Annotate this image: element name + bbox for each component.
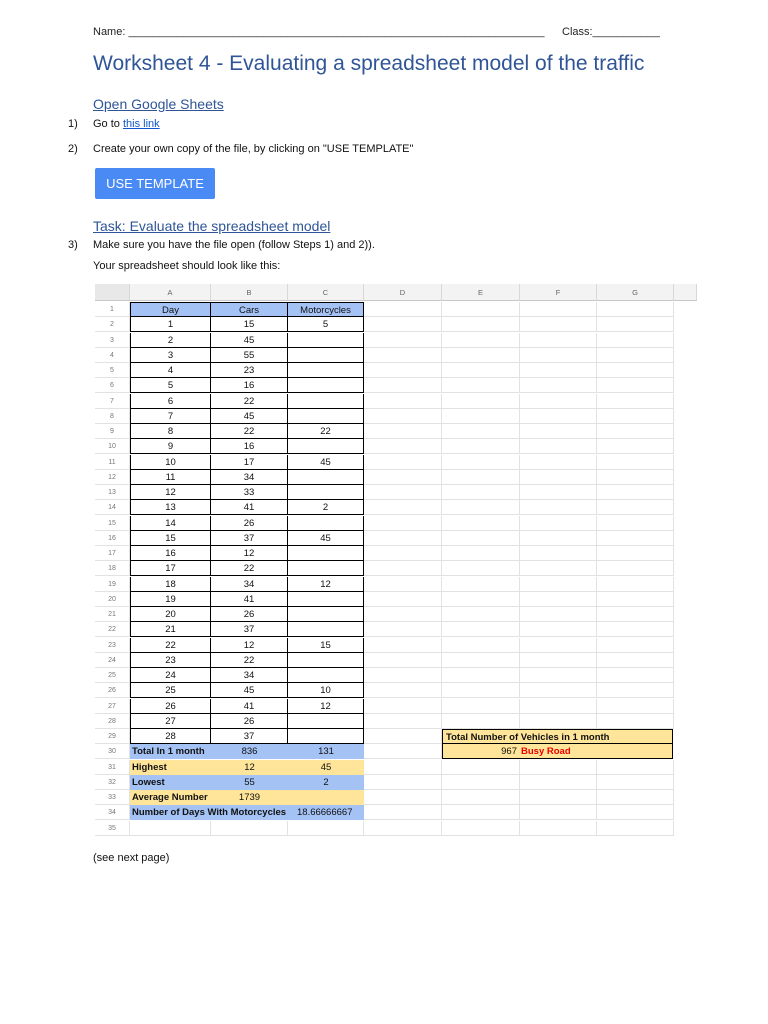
row-number: 29	[95, 729, 130, 744]
cars-cell: 22	[211, 653, 288, 668]
motorcycles-cell: 2	[288, 500, 364, 515]
sheet-row-25	[95, 668, 697, 683]
cars-cell: 55	[211, 348, 288, 363]
lowest-label: Lowest	[130, 775, 211, 790]
motorcycles-cell	[288, 439, 364, 454]
col-header-e: E	[442, 284, 520, 301]
motorcycles-cell: 45	[288, 455, 364, 470]
day-cell: 23	[130, 653, 211, 668]
motorcycles-cell	[288, 333, 364, 348]
row-number: 31	[95, 760, 130, 775]
sheet-row-7	[95, 394, 697, 409]
cars-cell: 26	[211, 714, 288, 729]
row-number: 7	[95, 394, 130, 409]
row-number: 9	[95, 424, 130, 439]
col-header-g: G	[597, 284, 674, 301]
sheet-row-9	[95, 424, 697, 439]
day-cell: 26	[130, 699, 211, 714]
sheet-row-16	[95, 531, 697, 546]
cars-cell: 22	[211, 424, 288, 439]
step-2-text: Create your own copy of the file, by clicking on "USE TEMPLATE"	[93, 143, 414, 155]
motorcycles-cell: 10	[288, 683, 364, 698]
days-with-motorcycles-value: 18.66666667	[288, 805, 364, 820]
col-header-extra	[674, 284, 697, 301]
sheet-row-21	[95, 607, 697, 622]
highest-cars: 12	[211, 760, 288, 775]
day-cell: 15	[130, 531, 211, 546]
sheet-row-26	[95, 683, 697, 698]
row-number: 1	[95, 302, 130, 317]
cars-cell: 37	[211, 531, 288, 546]
days-with-motorcycles-label	[130, 805, 288, 820]
motorcycles-cell: 15	[288, 638, 364, 653]
page-title: Worksheet 4 - Evaluating a spreadsheet model of the traffic	[93, 52, 645, 75]
day-cell: 13	[130, 500, 211, 515]
row-number: 19	[95, 577, 130, 592]
row-number: 25	[95, 668, 130, 683]
day-cell: 17	[130, 561, 211, 576]
sheet-row-33	[95, 790, 697, 805]
sheet-row-4	[95, 348, 697, 363]
motorcycles-cell	[288, 729, 364, 744]
lowest-cars: 55	[211, 775, 288, 790]
total-label: Total In 1 month	[130, 744, 211, 759]
column-header-row	[95, 284, 697, 301]
day-cell: 5	[130, 378, 211, 393]
row-number: 10	[95, 439, 130, 454]
name-label: Name: ____________________________________________________________________	[93, 26, 545, 38]
row-number: 21	[95, 607, 130, 622]
day-cell: 4	[130, 363, 211, 378]
row-number: 20	[95, 592, 130, 607]
row-number: 8	[95, 409, 130, 424]
day-cell: 1	[130, 317, 211, 332]
cars-cell: 12	[211, 638, 288, 653]
row-number: 16	[95, 531, 130, 546]
sheet-row-14	[95, 500, 697, 515]
header-cars: Cars	[211, 302, 288, 317]
motorcycles-cell: 5	[288, 317, 364, 332]
row-number: 23	[95, 638, 130, 653]
row-number: 24	[95, 653, 130, 668]
sheet-row-23	[95, 638, 697, 653]
motorcycles-cell	[288, 592, 364, 607]
motorcycles-cell	[288, 546, 364, 561]
row-number: 28	[95, 714, 130, 729]
sheet-row-30	[95, 744, 697, 759]
day-cell: 3	[130, 348, 211, 363]
day-cell: 10	[130, 455, 211, 470]
cars-cell: 22	[211, 394, 288, 409]
motorcycles-cell	[288, 714, 364, 729]
motorcycles-cell: 12	[288, 699, 364, 714]
row-number: 6	[95, 378, 130, 393]
motorcycles-cell	[288, 394, 364, 409]
vehicles-total: 967	[501, 746, 517, 758]
highest-label: Highest	[130, 760, 211, 775]
motorcycles-cell	[288, 668, 364, 683]
day-cell: 16	[130, 546, 211, 561]
this-link[interactable]: this link	[122, 118, 160, 130]
sheet-row-1	[95, 302, 697, 317]
header-day: Day	[130, 302, 211, 317]
col-header-d: D	[364, 284, 442, 301]
sheet-row-13	[95, 485, 697, 500]
use-template-button[interactable]: USE TEMPLATE	[95, 168, 215, 199]
step-1-number: 1)	[68, 118, 78, 130]
sheet-row-22	[95, 622, 697, 637]
col-header-c: C	[288, 284, 364, 301]
row-number: 11	[95, 455, 130, 470]
step-1	[93, 118, 160, 130]
step-3-number: 3)	[68, 239, 78, 251]
motorcycles-cell	[288, 348, 364, 363]
day-cell: 20	[130, 607, 211, 622]
cars-cell: 17	[211, 455, 288, 470]
corner-cell	[95, 284, 130, 301]
sheet-row-24	[95, 653, 697, 668]
row-number: 22	[95, 622, 130, 637]
cars-cell: 34	[211, 668, 288, 683]
sheet-row-10	[95, 439, 697, 454]
step-2-number: 2)	[68, 143, 78, 155]
motorcycles-cell: 45	[288, 531, 364, 546]
cars-cell: 41	[211, 592, 288, 607]
sheet-row-20	[95, 592, 697, 607]
cars-cell: 16	[211, 378, 288, 393]
day-cell: 27	[130, 714, 211, 729]
day-cell: 22	[130, 638, 211, 653]
motorcycles-cell	[288, 653, 364, 668]
day-cell: 19	[130, 592, 211, 607]
row-number: 33	[95, 790, 130, 805]
sheet-row-35	[95, 821, 697, 836]
row-number: 14	[95, 500, 130, 515]
row-number: 3	[95, 333, 130, 348]
sheet-row-3	[95, 333, 697, 348]
step-3-text: Make sure you have the file open (follow Steps 1) and 2)).	[93, 239, 375, 251]
cars-cell: 45	[211, 333, 288, 348]
total-cars: 836	[211, 744, 288, 759]
cars-cell: 45	[211, 409, 288, 424]
sheet-row-11	[95, 455, 697, 470]
total-motorcycles: 131	[288, 744, 364, 759]
row-number: 5	[95, 363, 130, 378]
cars-cell: 22	[211, 561, 288, 576]
cars-cell: 33	[211, 485, 288, 500]
motorcycles-cell	[288, 516, 364, 531]
day-cell: 7	[130, 409, 211, 424]
row-number: 2	[95, 317, 130, 332]
row-number: 18	[95, 561, 130, 576]
motorcycles-cell	[288, 622, 364, 637]
cars-cell: 15	[211, 317, 288, 332]
day-cell: 24	[130, 668, 211, 683]
row-number: 32	[95, 775, 130, 790]
header-motorcycles: Motorcycles	[288, 302, 364, 317]
sheet-row-12	[95, 470, 697, 485]
cars-cell: 37	[211, 622, 288, 637]
vehicles-box-label: Total Number of Vehicles in 1 month	[442, 729, 673, 744]
sheet-row-2	[95, 317, 697, 332]
see-next-page: (see next page)	[93, 852, 170, 864]
day-cell: 2	[130, 333, 211, 348]
day-cell: 25	[130, 683, 211, 698]
day-cell: 28	[130, 729, 211, 744]
cars-cell: 45	[211, 683, 288, 698]
motorcycles-cell	[288, 378, 364, 393]
row-number: 27	[95, 699, 130, 714]
row-number: 26	[95, 683, 130, 698]
average-motorcycles	[288, 790, 364, 805]
day-cell: 8	[130, 424, 211, 439]
busy-road-label: Busy Road	[521, 746, 571, 758]
class-label: Class:___________	[562, 26, 660, 38]
sheet-row-15	[95, 516, 697, 531]
col-header-b: B	[211, 284, 288, 301]
row-number: 12	[95, 470, 130, 485]
sheet-row-31	[95, 760, 697, 775]
days-with-motorcycles-text: Number of Days With Motorcycles	[132, 807, 287, 819]
step-3-line2: Your spreadsheet should look like this:	[93, 260, 281, 272]
sheet-row-8	[95, 409, 697, 424]
highest-motorcycles: 45	[288, 760, 364, 775]
motorcycles-cell	[288, 470, 364, 485]
day-cell: 21	[130, 622, 211, 637]
col-header-a: A	[130, 284, 211, 301]
motorcycles-cell	[288, 409, 364, 424]
step-1-text: Go to	[93, 118, 123, 130]
day-cell: 12	[130, 485, 211, 500]
row-number: 30	[95, 744, 130, 759]
sheet-row-6	[95, 378, 697, 393]
average-cars: 1739	[211, 790, 288, 805]
row-number: 17	[95, 546, 130, 561]
name-line	[93, 26, 660, 38]
cars-cell: 16	[211, 439, 288, 454]
cars-cell: 37	[211, 729, 288, 744]
motorcycles-cell	[288, 485, 364, 500]
cars-cell: 41	[211, 699, 288, 714]
cars-cell: 34	[211, 577, 288, 592]
cars-cell: 12	[211, 546, 288, 561]
row-number: 34	[95, 805, 130, 820]
cars-cell: 26	[211, 516, 288, 531]
day-cell: 9	[130, 439, 211, 454]
motorcycles-cell: 22	[288, 424, 364, 439]
row-number: 15	[95, 516, 130, 531]
sheet-row-29	[95, 729, 697, 744]
sheet-row-34	[95, 805, 697, 820]
sheet-row-28	[95, 714, 697, 729]
sheet-row-17	[95, 546, 697, 561]
row-number: 13	[95, 485, 130, 500]
day-cell: 18	[130, 577, 211, 592]
cars-cell: 34	[211, 470, 288, 485]
sheet-row-5	[95, 363, 697, 378]
row-number: 4	[95, 348, 130, 363]
motorcycles-cell	[288, 363, 364, 378]
motorcycles-cell: 12	[288, 577, 364, 592]
day-cell: 14	[130, 516, 211, 531]
cars-cell: 26	[211, 607, 288, 622]
section-open-sheets: Open Google Sheets	[93, 96, 224, 112]
sheet-row-19	[95, 577, 697, 592]
motorcycles-cell	[288, 607, 364, 622]
cars-cell: 41	[211, 500, 288, 515]
sheet-row-27	[95, 699, 697, 714]
section-task: Task: Evaluate the spreadsheet model	[93, 218, 331, 234]
row-number: 35	[95, 821, 130, 836]
vehicles-box-values	[442, 744, 673, 759]
motorcycles-cell	[288, 561, 364, 576]
sheet-row-18	[95, 561, 697, 576]
col-header-f: F	[520, 284, 597, 301]
sheet-row-32	[95, 775, 697, 790]
day-cell: 6	[130, 394, 211, 409]
day-cell: 11	[130, 470, 211, 485]
cars-cell: 23	[211, 363, 288, 378]
average-label: Average Number	[130, 790, 211, 805]
lowest-motorcycles: 2	[288, 775, 364, 790]
